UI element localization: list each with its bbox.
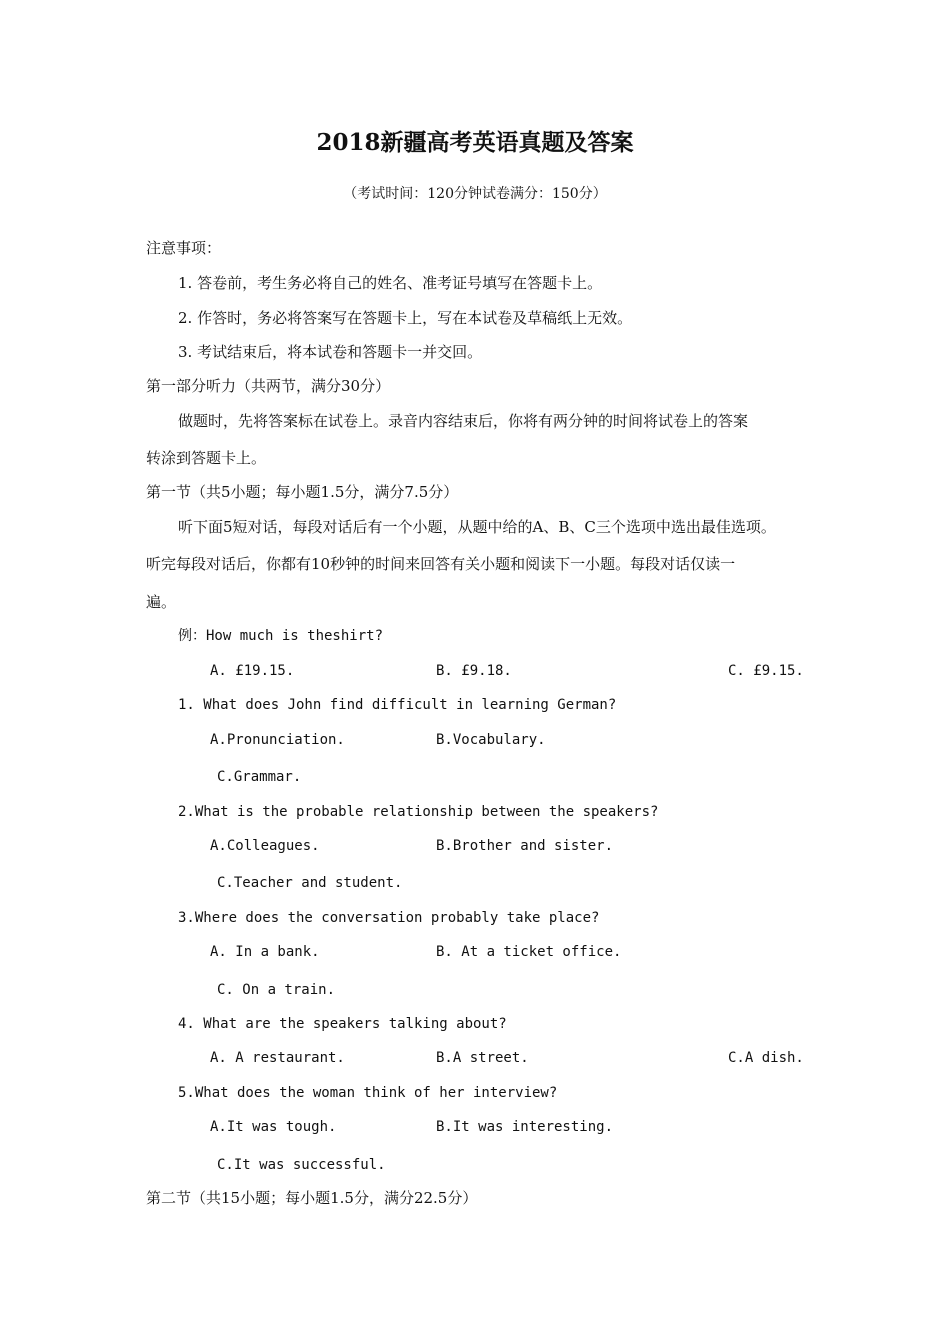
question-5-option-a: A.It was tough. [210, 1119, 337, 1135]
section1-intro-line: 听完每段对话后，你都有10秒钟的时间来回答有关小题和阅读下一小题。每段对话仅读一 [146, 555, 736, 573]
question-2-option-b: B.Brother and sister. [436, 838, 614, 854]
question-5-option-b: B.It was interesting. [436, 1119, 614, 1135]
part1-intro-line: 做题时，先将答案标在试卷上。录音内容结束后，你将有两分钟的时间将试卷上的答案 [178, 412, 749, 430]
question-4: 4. What are the speakers talking about? [178, 1016, 507, 1032]
page-title: 2018新疆高考英语真题及答案 [316, 129, 634, 156]
example-question: 例：How much is theshirt? [178, 628, 384, 644]
question-3-option-a: A. In a bank. [210, 944, 320, 960]
question-3-option-c: C. On a train. [217, 982, 336, 998]
section1-intro-line: 遍。 [146, 593, 177, 611]
question-4-option-b: B.A street. [436, 1050, 529, 1066]
section1-intro-line: 听下面5短对话，每段对话后有一个小题，从题中给的A、B、C三个选项中选出最佳选项。 [178, 518, 776, 536]
notice-item: 2. 作答时，务必将答案写在答题卡上，写在本试卷及草稿纸上无效。 [178, 309, 633, 327]
question-3: 3.Where does the conversation probably take place? [178, 910, 600, 926]
question-1-option-c: C.Grammar. [217, 769, 302, 785]
question-2: 2.What is the probable relationship between the speakers? [178, 804, 659, 820]
question-2-option-a: A.Colleagues. [210, 838, 320, 854]
question-2-option-c: C.Teacher and student. [217, 875, 403, 891]
question-1-option-a: A.Pronunciation. [210, 732, 345, 748]
notice-heading: 注意事项： [146, 239, 222, 257]
notice-item: 3. 考试结束后，将本试卷和答题卡一并交回。 [178, 343, 483, 361]
section2-heading: 第二节（共15小题；每小题1.5分，满分22.5分） [146, 1189, 478, 1207]
question-5: 5.What does the woman think of her interview? [178, 1085, 558, 1101]
question-4-option-c: C.A dish. [728, 1050, 804, 1066]
question-3-option-b: B. At a ticket office. [436, 944, 622, 960]
part1-intro-line: 转涂到答题卡上。 [146, 449, 267, 467]
question-5-option-c: C.It was successful. [217, 1157, 386, 1173]
example-option-b: B. £9.18. [436, 663, 512, 679]
example-option-c: C. £9.15. [728, 663, 804, 679]
example-option-a: A. £19.15. [210, 663, 295, 679]
part1-heading: 第一部分听力（共两节，满分30分） [146, 377, 391, 395]
exam-info-subtitle: （考试时间：120分钟试卷满分：150分） [343, 186, 607, 202]
section1-heading: 第一节（共5小题；每小题1.5分，满分7.5分） [146, 483, 459, 501]
notice-item: 1. 答卷前，考生务必将自己的姓名、准考证号填写在答题卡上。 [178, 274, 603, 292]
question-4-option-a: A. A restaurant. [210, 1050, 345, 1066]
question-1-option-b: B.Vocabulary. [436, 732, 546, 748]
question-1: 1. What does John find difficult in learning German? [178, 697, 617, 713]
